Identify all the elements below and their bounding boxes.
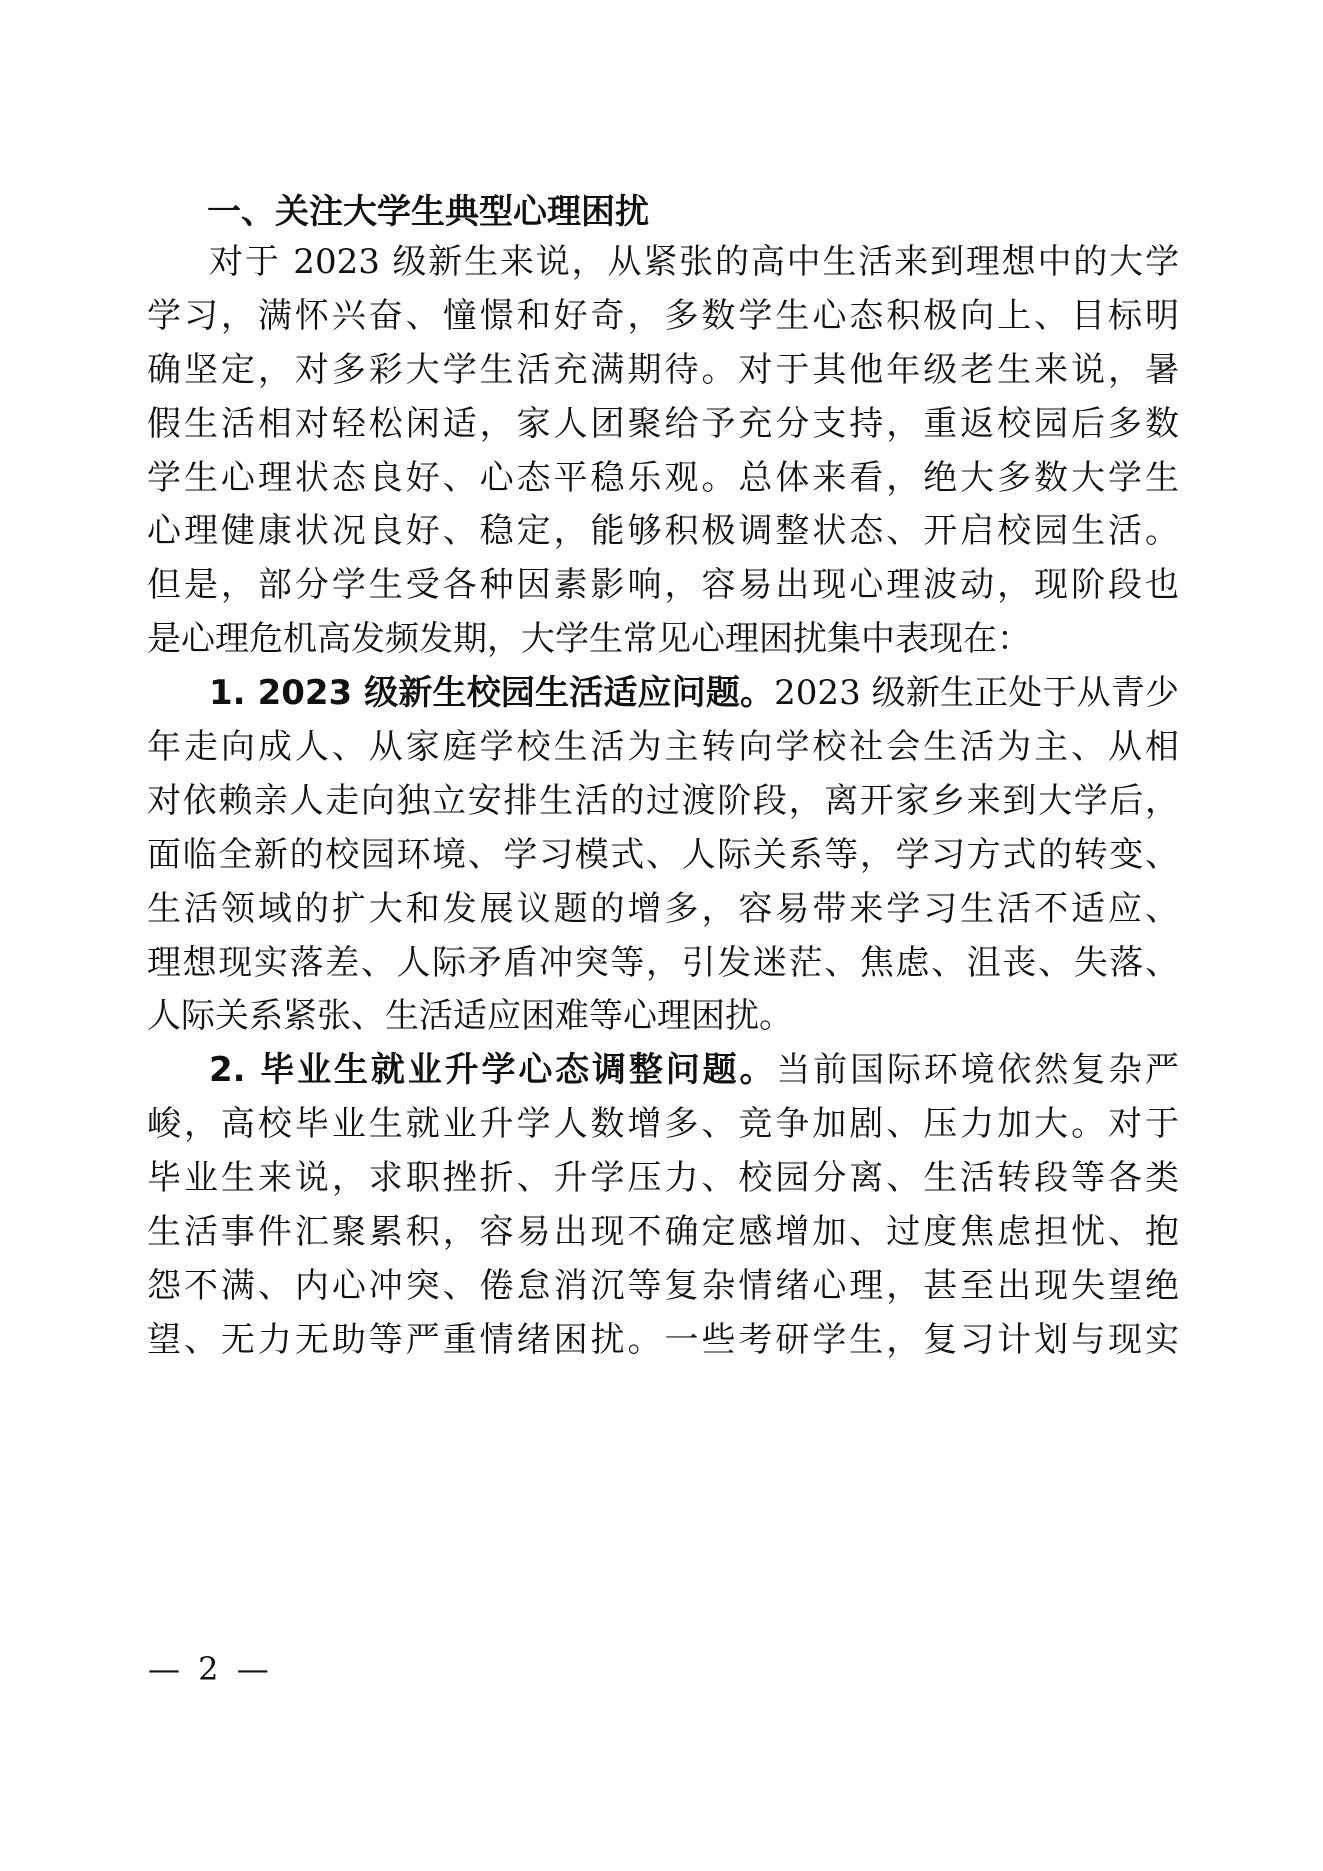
text-line: 理想现实落差、人际矛盾冲突等，引发迷茫、焦虑、沮丧、失落、 [147, 942, 1179, 983]
text-line: 确坚定，对多彩大学生活充满期待。对于其他年级老生来说，暑 [147, 349, 1179, 390]
text-line: 人际关系紧张、生活适应困难等心理困扰。 [147, 996, 793, 1037]
document-body [147, 188, 1179, 1368]
text-line: 是心理危机高发频发期，大学生常见心理困扰集中表现在： [147, 619, 1031, 660]
text-line: 怨不满、内心冲突、倦怠消沉等复杂情绪心理，甚至出现失望绝 [147, 1265, 1179, 1306]
text-run: 2023 级新生正处于从青少 [774, 673, 1179, 714]
section-heading: 一、关注大学生典型心理困扰 [207, 192, 649, 232]
text-line: 对于 2023 级新生来说，从紧张的高中生活来到理想中的大学 [209, 242, 1179, 282]
text-line: 但是，部分学生受各种因素影响，容易出现心理波动，现阶段也 [147, 565, 1179, 606]
subheading-graduate: 2. 毕业生就业升学心态调整问题。 [209, 1050, 777, 1091]
text-line [147, 1044, 1179, 1098]
text-line: 学习，满怀兴奋、憧憬和好奇，多数学生心态积极向上、目标明 [147, 295, 1179, 336]
text-run: 当前国际环境依然复杂严 [776, 1050, 1179, 1091]
text-line: 望、无力无助等严重情绪困扰。一些考研学生，复习计划与现实 [147, 1319, 1179, 1360]
paragraph-freshman-adaptation [147, 667, 1179, 1044]
text-line: 心理健康状况良好、稳定，能够积极调整状态、开启校园生活。 [147, 511, 1179, 552]
text-line: 对依赖亲人走向独立安排生活的过渡阶段，离开家乡来到大学后， [147, 780, 1179, 821]
text-line: 生活领域的扩大和发展议题的增多，容易带来学习生活不适应、 [147, 888, 1179, 929]
text-line: 年走向成人、从家庭学校生活为主转向学校社会生活为主、从相 [147, 727, 1179, 768]
text-line [147, 667, 1179, 721]
page-number: — 2 — [148, 1650, 273, 1688]
paragraph-graduate-employment [147, 1044, 1179, 1367]
text-line: 毕业生来说，求职挫折、升学压力、校园分离、生活转段等各类 [147, 1158, 1179, 1199]
text-line: 面临全新的校园环境、学习模式、人际关系等，学习方式的转变、 [147, 834, 1179, 875]
paragraph-overview [147, 236, 1179, 667]
text-line: 学生心理状态良好、心态平稳乐观。总体来看，绝大多数大学生 [147, 457, 1179, 498]
text-line: 假生活相对轻松闲适，家人团聚给予充分支持，重返校园后多数 [147, 403, 1179, 444]
subheading-freshman: 1. 2023 级新生校园生活适应问题。 [209, 673, 775, 714]
text-line: 峻，高校毕业生就业升学人数增多、竞争加剧、压力加大。对于 [147, 1104, 1179, 1145]
text-line: 生活事件汇聚累积，容易出现不确定感增加、过度焦虑担忧、抱 [147, 1212, 1179, 1253]
